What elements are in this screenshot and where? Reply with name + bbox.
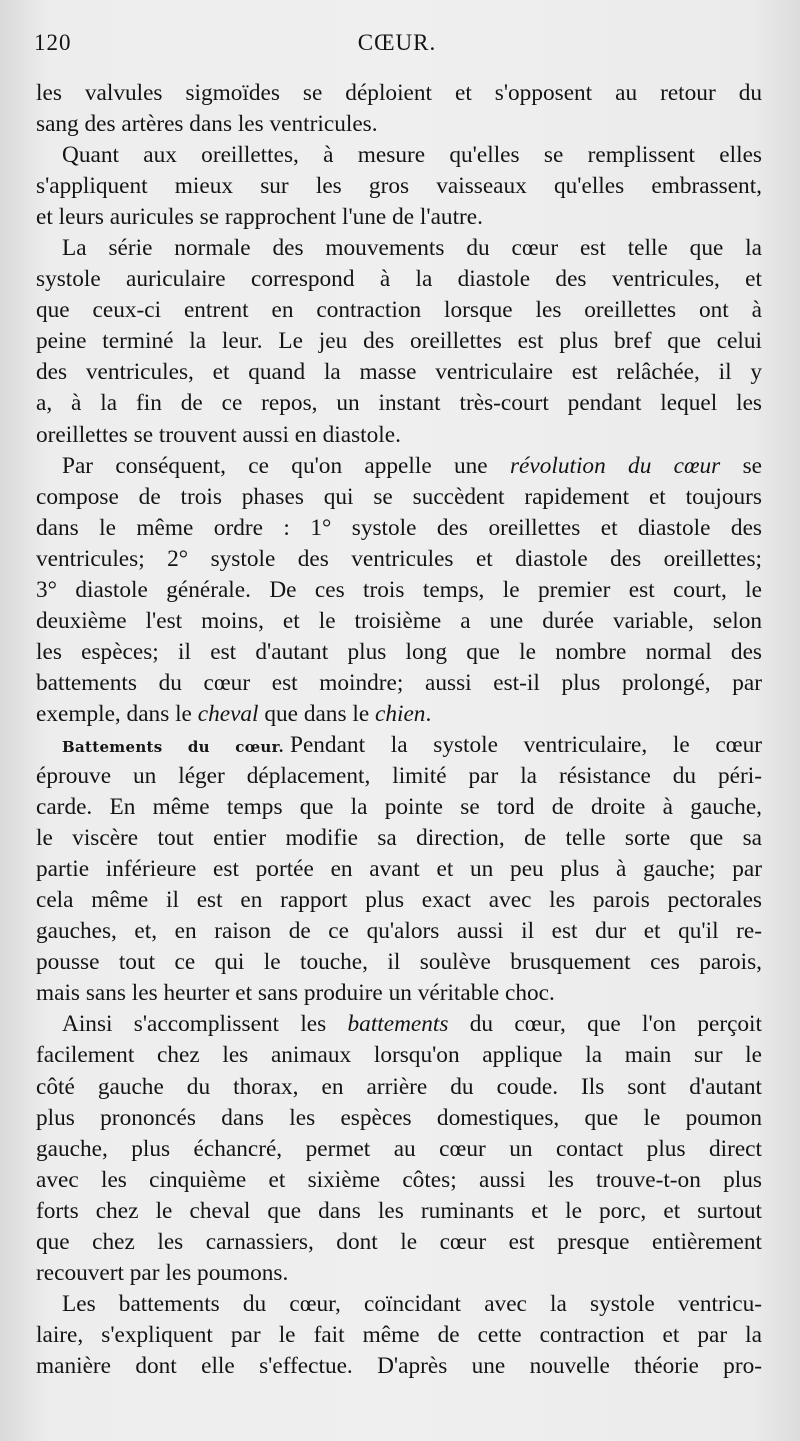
running-title: CŒUR. bbox=[357, 30, 437, 55]
paragraph bbox=[36, 78, 762, 140]
text-line: éprouve un léger déplacement, limité par la résistance du péri- bbox=[36, 763, 762, 790]
text-line: que ceux-ci entrent en contraction lorsque les oreillettes ont à bbox=[36, 297, 762, 324]
text-line: s'appliquent mieux sur les gros vaisseaux qu'elles embrassent, bbox=[36, 173, 762, 200]
text-line: a, à la fin de ce repos, un instant très-court pendant lequel les bbox=[36, 390, 762, 417]
text-line: oreillettes se trouvent aussi en diastole. bbox=[36, 421, 401, 448]
text-line bbox=[36, 451, 762, 482]
section-sidehead: Battements du cœur. bbox=[62, 737, 284, 756]
text-line: le viscère tout entier modifie sa direction, de telle sorte que sa bbox=[36, 825, 762, 852]
paragraph bbox=[36, 1009, 762, 1288]
italic-term: cheval bbox=[197, 700, 259, 727]
page-header bbox=[34, 30, 760, 64]
page-number: 120 bbox=[34, 30, 72, 55]
text-line bbox=[36, 730, 762, 761]
text-line: 3° diastole générale. De ces trois temps, le premier est court, le bbox=[36, 576, 762, 603]
text-line: les espèces; il est d'autant plus long que le nombre normal des bbox=[36, 638, 762, 665]
text-line: gauches, et, en raison de ce qu'alors aussi il est dur et qu'il re- bbox=[36, 918, 762, 945]
text-line: battements du cœur est moindre; aussi est-il plus prolongé, par bbox=[36, 669, 762, 696]
body-text bbox=[36, 78, 762, 1382]
paragraph bbox=[36, 730, 762, 1009]
text-segment: que dans le bbox=[264, 700, 370, 727]
text-line: avec les cinquième et sixième côtes; aussi les trouve-t-on plus bbox=[36, 1166, 762, 1193]
text-segment: Ainsi s'accomplissent les bbox=[62, 1011, 327, 1038]
text-line: recouvert par les poumons. bbox=[36, 1259, 289, 1286]
text-line: mais sans les heurter et sans produire un véritable choc. bbox=[36, 980, 555, 1007]
text-line: La série normale des mouvements du cœur est telle que la bbox=[62, 235, 762, 262]
italic-term: battements bbox=[347, 1011, 449, 1038]
text-line: facilement chez les animaux lorsqu'on applique la main sur le bbox=[36, 1042, 762, 1069]
text-line: peine terminé la leur. Le jeu des oreillettes est plus bref que celui bbox=[36, 328, 762, 355]
paragraph bbox=[36, 233, 762, 450]
text-line: laire, s'expliquent par le fait même de cette contraction et par la bbox=[36, 1321, 762, 1348]
text-line: les valvules sigmoïdes se déploient et s'opposent au retour du bbox=[36, 80, 762, 106]
text-line: des ventricules, et quand la masse ventriculaire est relâchée, il y bbox=[36, 359, 762, 386]
text-line: côté gauche du thorax, en arrière du coude. Ils sont d'autant bbox=[36, 1073, 762, 1100]
text-line: cela même il est en rapport plus exact avec les parois pectorales bbox=[36, 887, 762, 914]
text-line bbox=[36, 1009, 762, 1040]
text-line: plus prononcés dans les espèces domestiques, que le poumon bbox=[36, 1104, 762, 1131]
italic-term: révolution du cœur bbox=[509, 452, 721, 479]
text-segment: . bbox=[425, 700, 432, 727]
text-line: sang des artères dans les ventricules. bbox=[36, 111, 378, 138]
text-line: Les battements du cœur, coïncidant avec la systole ventricu- bbox=[62, 1290, 762, 1317]
text-line: forts chez le cheval que dans les ruminants et le porc, et surtout bbox=[36, 1197, 762, 1224]
text-line: carde. En même temps que la pointe se tord de droite à gauche, bbox=[36, 794, 762, 821]
text-line: pousse tout ce qui le touche, il soulève brusquement ces parois, bbox=[36, 949, 762, 976]
text-line: gauche, plus échancré, permet au cœur un contact plus direct bbox=[36, 1135, 762, 1162]
text-line: manière dont elle s'effectue. D'après une nouvelle théorie pro- bbox=[36, 1352, 762, 1379]
text-line: que chez les carnassiers, dont le cœur est presque entièrement bbox=[36, 1228, 762, 1255]
text-segment: Pendant la systole ventriculaire, le cœur bbox=[289, 731, 762, 758]
text-line: Quant aux oreillettes, à mesure qu'elles se remplissent elles bbox=[62, 142, 762, 169]
text-line: ventricules; 2° systole des ventricules et diastole des oreillettes; bbox=[36, 545, 762, 572]
text-line: compose de trois phases qui se succèdent rapidement et toujours bbox=[36, 483, 762, 510]
italic-term: chien bbox=[375, 700, 426, 727]
text-line: deuxième l'est moins, et le troisième a une durée variable, selon bbox=[36, 607, 762, 634]
text-line bbox=[36, 699, 762, 730]
text-line: partie inférieure est portée en avant et un peu plus à gauche; par bbox=[36, 856, 762, 883]
paragraph bbox=[36, 1289, 762, 1382]
text-line: et leurs auricules se rapprochent l'une de l'autre. bbox=[36, 204, 483, 231]
text-segment: se bbox=[742, 452, 762, 479]
text-segment: du cœur, que l'on perçoit bbox=[469, 1011, 763, 1038]
text-segment: Par conséquent, ce qu'on appelle une bbox=[62, 452, 488, 479]
text-line: systole auriculaire correspond à la diastole des ventricules, et bbox=[36, 266, 762, 293]
text-segment: exemple, dans le bbox=[36, 700, 192, 727]
text-line: dans le même ordre : 1° systole des oreillettes et diastole des bbox=[36, 514, 762, 541]
paragraph bbox=[36, 451, 762, 730]
paragraph bbox=[36, 140, 762, 233]
